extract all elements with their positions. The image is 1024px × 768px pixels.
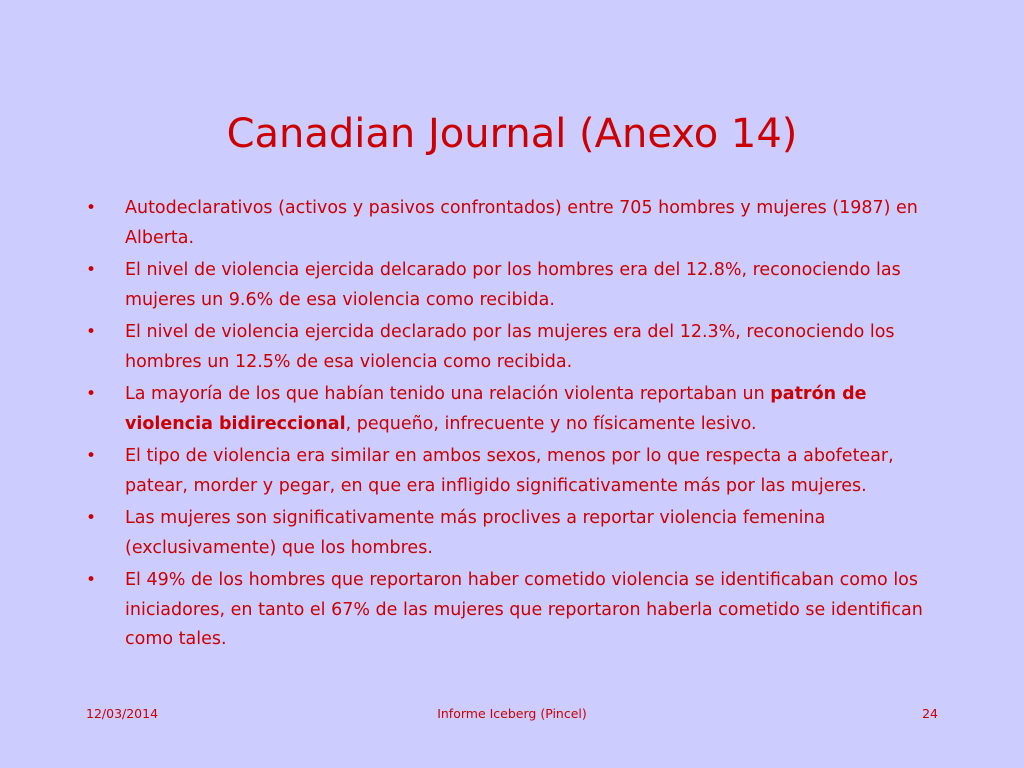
bullet-text: El 49% de los hombres que reportaron haber cometido violencia se identificaban como los iniciadores, en tanto el 67% de las mujeres que reportaron haberla cometido se identifican como tales. bbox=[125, 570, 923, 649]
bullet-text: Las mujeres son significativamente más proclives a reportar violencia femenina (exclusivamente) que los hombres. bbox=[125, 508, 826, 558]
footer-title: Informe Iceberg (Pincel) bbox=[437, 706, 587, 721]
bullet-item bbox=[86, 380, 946, 439]
bullet-dot-icon: • bbox=[86, 260, 97, 280]
bullet-dot-icon: • bbox=[86, 446, 97, 466]
footer-date: 12/03/2014 bbox=[86, 706, 159, 721]
bullet-text-after: , pequeño, infrecuente y no físicamente lesivo. bbox=[345, 413, 757, 434]
bullet-text: Autodeclarativos (activos y pasivos confrontados) entre 705 hombres y mujeres (1987) en Alberta. bbox=[125, 198, 918, 248]
bullet-text-bold: patrón de violencia bidireccional bbox=[125, 384, 867, 434]
bullet-item bbox=[86, 504, 946, 563]
bullet-dot-icon: • bbox=[86, 508, 97, 528]
bullet-text-before: La mayoría de los que habían tenido una relación violenta reportaban un bbox=[125, 384, 771, 404]
bullet-dot-icon: • bbox=[86, 570, 97, 590]
bullet-dot-icon: • bbox=[86, 198, 97, 218]
bullet-text: El tipo de violencia era similar en ambos sexos, menos por lo que respecta a abofetear, patear, morder y pegar, en que era infligido significativamente más por las mujeres. bbox=[125, 446, 894, 496]
bullet-item bbox=[86, 256, 946, 315]
bullet-dot-icon: • bbox=[86, 322, 97, 342]
bullet-text: El nivel de violencia ejercida declarado por las mujeres era del 12.3%, reconociendo los hombres un 12.5% de esa violencia como recibida. bbox=[125, 322, 895, 372]
bullet-text bbox=[125, 380, 946, 439]
bullet-list bbox=[86, 194, 946, 658]
bullet-item bbox=[86, 566, 946, 655]
bullet-item bbox=[86, 194, 946, 253]
page-number: 24 bbox=[922, 706, 938, 721]
bullet-dot-icon: • bbox=[86, 384, 97, 404]
bullet-text: El nivel de violencia ejercida delcarado por los hombres era del 12.8%, reconociendo las mujeres un 9.6% de esa violencia como recibida. bbox=[125, 260, 901, 310]
bullet-item bbox=[86, 442, 946, 501]
slide-title: Canadian Journal (Anexo 14) bbox=[226, 111, 798, 157]
bullet-item bbox=[86, 318, 946, 377]
